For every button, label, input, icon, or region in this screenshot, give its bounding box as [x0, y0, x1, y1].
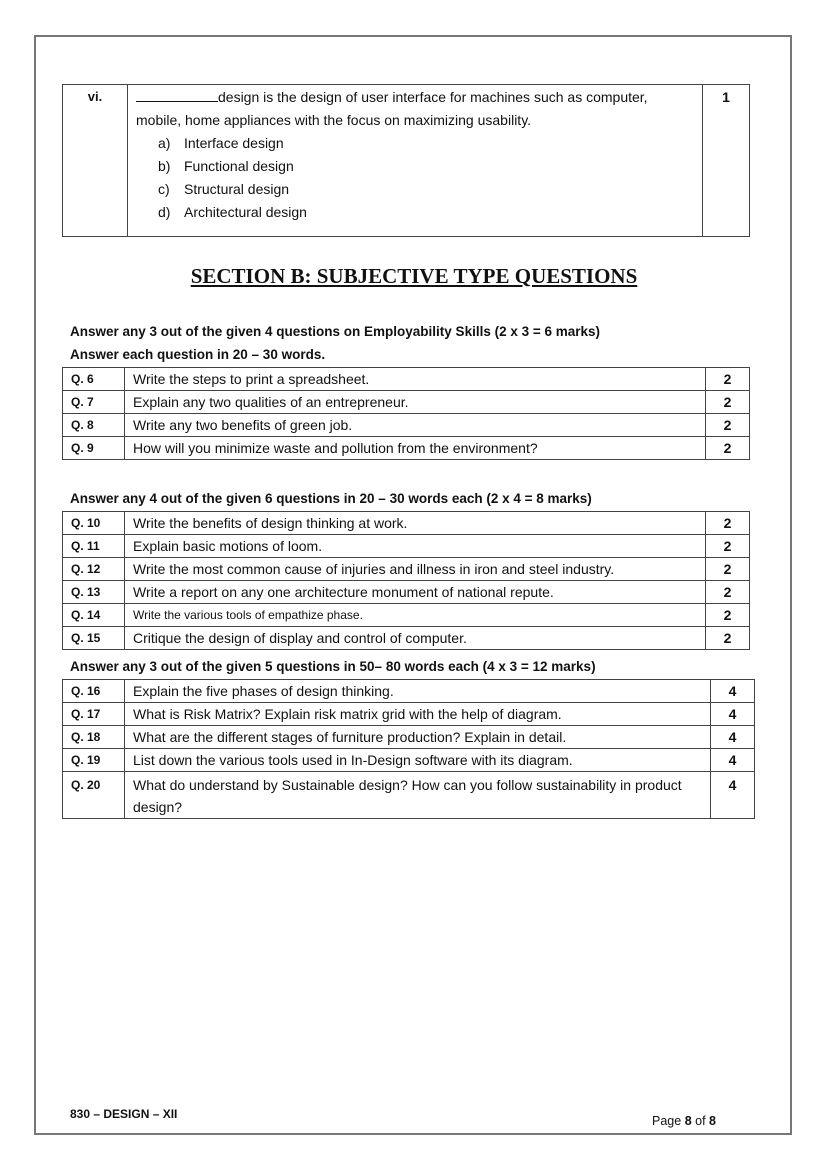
question-vi-table: [62, 84, 750, 237]
table-row: Q. 6 Write the steps to print a spreadsheet. 2: [63, 368, 750, 391]
footer-subject-code: 830 – DESIGN – XII: [70, 1107, 178, 1121]
group1-instruction: Answer any 3 out of the given 4 questions on Employability Skills (2 x 3 = 6 marks): [70, 324, 601, 339]
options-list: [136, 132, 694, 224]
table-row: Q. 19 List down the various tools used in In-Design software with its diagram. 4: [63, 749, 755, 772]
group3-table: [62, 679, 755, 819]
question-number: vi.: [63, 85, 128, 237]
table-row: Q. 17 What is Risk Matrix? Explain risk matrix grid with the help of diagram. 4: [63, 703, 755, 726]
table-row: Q. 13 Write a report on any one architecture monument of national repute. 2: [63, 581, 750, 604]
page-number: Page 8 of 8: [652, 1114, 716, 1128]
table-row: Q. 10 Write the benefits of design thinking at work. 2: [63, 512, 750, 535]
option-c: c) Structural design: [158, 181, 290, 197]
table-row: Q. 7 Explain any two qualities of an entrepreneur. 2: [63, 391, 750, 414]
fill-in-blank: [136, 89, 218, 102]
group2-table: [62, 511, 750, 650]
group2-instruction: Answer any 4 out of the given 6 questions in 20 – 30 words each (2 x 4 = 8 marks): [70, 491, 592, 506]
table-row: Q. 15 Critique the design of display and control of computer. 2: [63, 627, 750, 650]
table-row: Q. 18 What are the different stages of furniture production? Explain in detail. 4: [63, 726, 755, 749]
table-row: Q. 16 Explain the five phases of design thinking. 4: [63, 680, 755, 703]
option-d: d) Architectural design: [158, 204, 307, 220]
question-text: design is the design of user interface for machines such as computer, mobile, home appliances with the focus on maximizing usability. a) Interface design b) Functional design c) Structural design d) Architectural design: [128, 85, 703, 237]
table-row: Q. 20 What do understand by Sustainable design? How can you follow sustainability in product design? 4: [63, 772, 755, 819]
table-row: Q. 14 Write the various tools of empathize phase. 2: [63, 604, 750, 627]
option-b: b) Functional design: [158, 158, 294, 174]
table-row: Q. 8 Write any two benefits of green job. 2: [63, 414, 750, 437]
option-a: a) Interface design: [158, 135, 284, 151]
table-row: Q. 12 Write the most common cause of injuries and illness in iron and steel industry. 2: [63, 558, 750, 581]
section-title: SECTION B: SUBJECTIVE TYPE QUESTIONS: [190, 264, 638, 288]
table-row: Q. 11 Explain basic motions of loom. 2: [63, 535, 750, 558]
group1-table: [62, 367, 750, 460]
question-marks: 1: [703, 85, 750, 237]
group3-instruction: Answer any 3 out of the given 5 questions in 50– 80 words each (4 x 3 = 12 marks): [70, 659, 596, 674]
group1-instruction-words: Answer each question in 20 – 30 words.: [70, 347, 326, 362]
table-row: Q. 9 How will you minimize waste and pollution from the environment? 2: [63, 437, 750, 460]
